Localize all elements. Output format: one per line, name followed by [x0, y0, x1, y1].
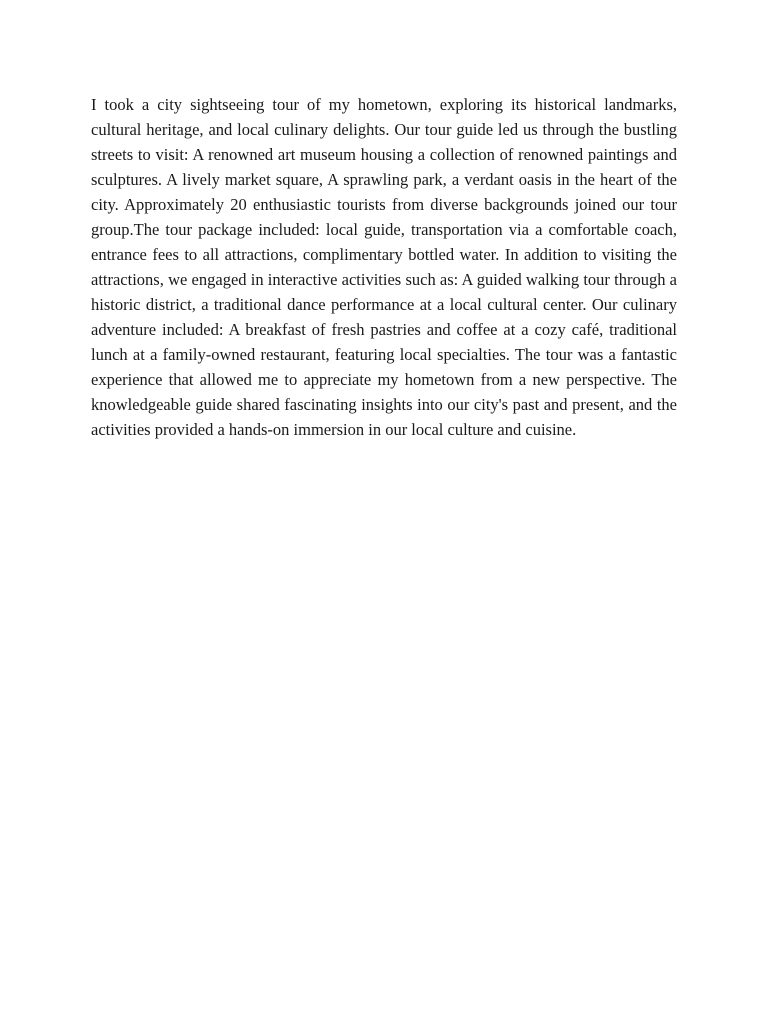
- body-paragraph: I took a city sightseeing tour of my hometown, exploring its historical landmarks, cultural heritage, and local culinary delights. Our tour guide led us through the bustling streets to visit: A renowned art museum housing a collection of renowned paintings and sculptures. A lively market square, A sprawling park, a verdant oasis in the heart of the city. Approximately 20 enthusiastic tourists from diverse backgrounds joined our tour group.The tour package included: local guide, transportation via a comfortable coach, entrance fees to all attractions, complimentary bottled water. In addition to visiting the attractions, we engaged in interactive activities such as: A guided walking tour through a historic district, a traditional dance performance at a local cultural center. Our culinary adventure included: A breakfast of fresh pastries and coffee at a cozy café, traditional lunch at a family-owned restaurant, featuring local specialties. The tour was a fantastic experience that allowed me to appreciate my hometown from a new perspective. The knowledgeable guide shared fascinating insights into our city's past and present, and the activities provided a hands-on immersion in our local culture and cuisine.: [91, 95, 677, 439]
